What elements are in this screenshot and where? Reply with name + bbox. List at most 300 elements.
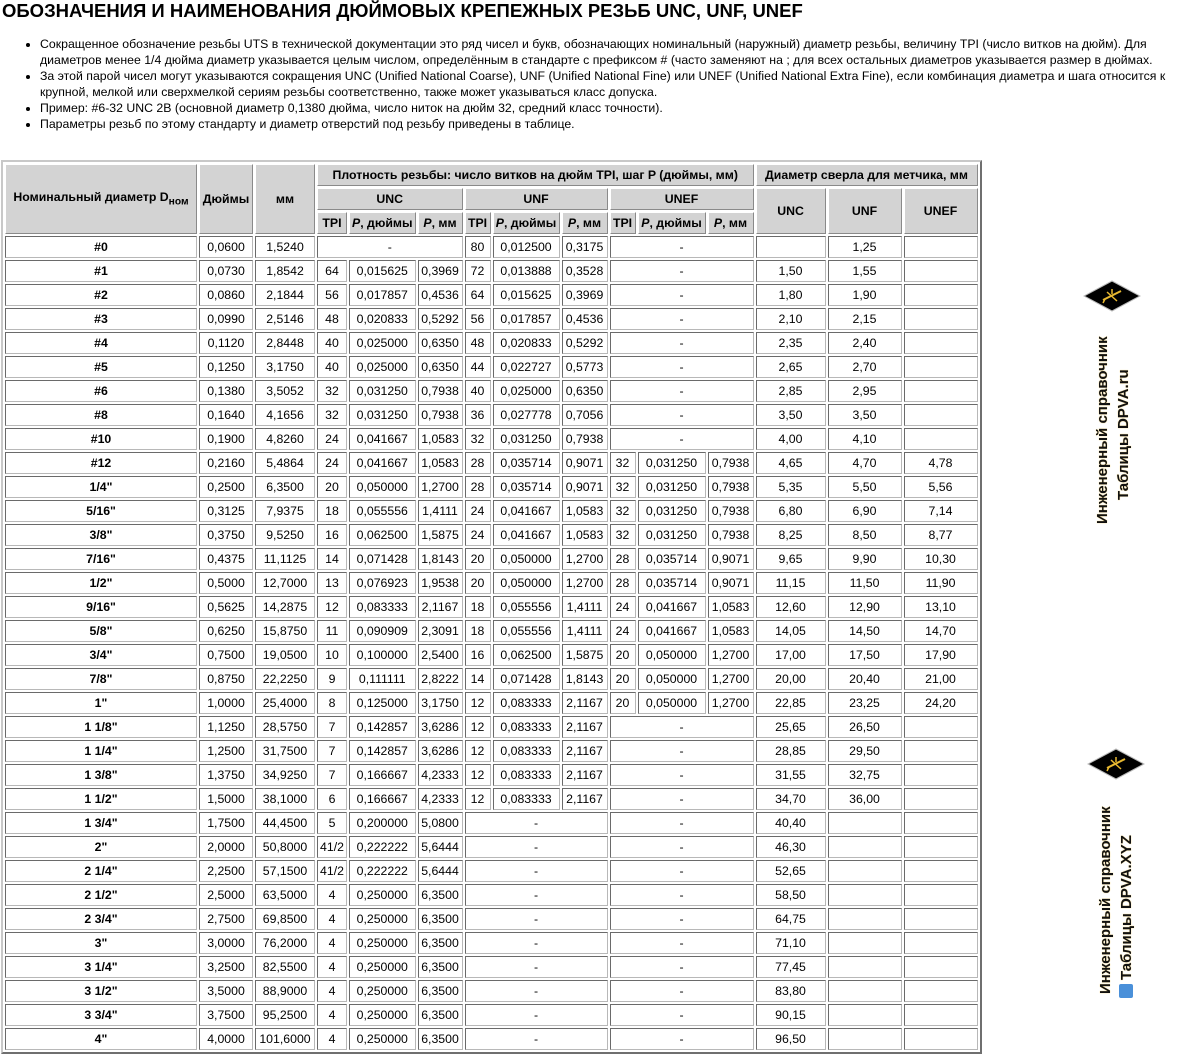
cell-mm: 2,5146 bbox=[255, 308, 315, 330]
cell-nominal: #5 bbox=[5, 356, 197, 378]
cell-unf-p-in: 0,035714 bbox=[493, 452, 560, 474]
cell-drill-unef bbox=[904, 308, 978, 330]
cell-unc-p-in: 0,250000 bbox=[349, 908, 416, 930]
cell-unc-tpi: 48 bbox=[317, 308, 347, 330]
cell-unf-none: - bbox=[465, 884, 608, 906]
cell-unc-p-in: 0,055556 bbox=[349, 500, 416, 522]
intro-item: • Пример: #6-32 UNC 2B (основной диаметр 0,1380 дюйма, число ниток на дюйм 32, средний класс точности). bbox=[40, 100, 1200, 116]
cell-drill-unc: 22,85 bbox=[756, 692, 826, 714]
intro-item: • Параметры резьб по этому стандарту и диаметр отверстий под резьбу приведены в таблице. bbox=[40, 116, 1200, 132]
cell-unf-p-mm: 0,5292 bbox=[562, 332, 608, 354]
cell-unef-tpi: 32 bbox=[610, 476, 636, 498]
cell-unc-tpi: 32 bbox=[317, 404, 347, 426]
cell-drill-unf: 14,50 bbox=[828, 620, 902, 642]
cell-unc-p-mm: 0,4536 bbox=[418, 284, 463, 306]
cell-unc-p-mm: 4,2333 bbox=[418, 788, 463, 810]
table-row bbox=[5, 308, 978, 330]
cell-unc-p-in: 0,062500 bbox=[349, 524, 416, 546]
cell-unf-tpi: 56 bbox=[465, 308, 491, 330]
cell-drill-unc: 90,15 bbox=[756, 1004, 826, 1026]
cell-unc-p-mm: 2,3091 bbox=[418, 620, 463, 642]
header-nominal: Номинальный диаметр $D_{ном}$ bbox=[5, 164, 197, 234]
cell-unef-none: - bbox=[610, 812, 754, 834]
table-row bbox=[5, 572, 978, 594]
cell-unc-p-mm: 5,6444 bbox=[418, 860, 463, 882]
cell-unef-p-mm: 0,9071 bbox=[708, 572, 754, 594]
cell-unf-tpi: 24 bbox=[465, 524, 491, 546]
cell-drill-unc: 3,50 bbox=[756, 404, 826, 426]
cell-nominal: #10 bbox=[5, 428, 197, 450]
cell-drill-unc: 2,10 bbox=[756, 308, 826, 330]
cell-unf-p-mm: 0,5773 bbox=[562, 356, 608, 378]
cell-mm: 1,8542 bbox=[255, 260, 315, 282]
cell-drill-unf: 32,75 bbox=[828, 764, 902, 786]
cell-unef-none: - bbox=[610, 1028, 754, 1050]
cell-unc-p-in: 0,250000 bbox=[349, 980, 416, 1002]
header-unc-tpi: TPI bbox=[317, 212, 347, 234]
cell-unc-tpi: 13 bbox=[317, 572, 347, 594]
cell-drill-unef bbox=[904, 764, 978, 786]
cell-unc-p-in: 0,076923 bbox=[349, 572, 416, 594]
cell-unc-tpi: 16 bbox=[317, 524, 347, 546]
header-unf-p-mm: P, мм bbox=[562, 212, 608, 234]
table-row bbox=[5, 356, 978, 378]
cell-unf-p-mm: 1,8143 bbox=[562, 668, 608, 690]
cell-drill-unf: 4,10 bbox=[828, 428, 902, 450]
cell-inches: 0,1640 bbox=[199, 404, 253, 426]
cell-unef-p-mm: 0,7938 bbox=[708, 476, 754, 498]
cell-drill-unef: 14,70 bbox=[904, 620, 978, 642]
cell-unef-none: - bbox=[610, 860, 754, 882]
cell-mm: 14,2875 bbox=[255, 596, 315, 618]
table-row bbox=[5, 860, 978, 882]
cell-unef-p-mm: 0,7938 bbox=[708, 452, 754, 474]
cell-drill-unf: 5,50 bbox=[828, 476, 902, 498]
cell-inches: 1,0000 bbox=[199, 692, 253, 714]
cell-drill-unc: 12,60 bbox=[756, 596, 826, 618]
cell-unc-p-in: 0,025000 bbox=[349, 356, 416, 378]
table-row bbox=[5, 236, 978, 258]
cell-unf-p-mm: 0,3175 bbox=[562, 236, 608, 258]
cell-unc-p-in: 0,250000 bbox=[349, 1028, 416, 1050]
cell-drill-unc: 25,65 bbox=[756, 716, 826, 738]
cell-drill-unef bbox=[904, 884, 978, 906]
cell-unef-p-mm: 1,0583 bbox=[708, 596, 754, 618]
table-row bbox=[5, 332, 978, 354]
cell-inches: 0,7500 bbox=[199, 644, 253, 666]
cell-drill-unf bbox=[828, 932, 902, 954]
cell-nominal: 9/16" bbox=[5, 596, 197, 618]
cell-mm: 31,7500 bbox=[255, 740, 315, 762]
cell-unef-none: - bbox=[610, 308, 754, 330]
cell-unf-p-in: 0,083333 bbox=[493, 764, 560, 786]
cell-unc-p-in: 0,250000 bbox=[349, 956, 416, 978]
cell-drill-unef: 11,90 bbox=[904, 572, 978, 594]
cell-unf-tpi: 36 bbox=[465, 404, 491, 426]
cell-drill-unef bbox=[904, 1004, 978, 1026]
cell-unf-p-in: 0,012500 bbox=[493, 236, 560, 258]
cell-drill-unc: 4,00 bbox=[756, 428, 826, 450]
cell-drill-unf bbox=[828, 836, 902, 858]
cell-drill-unc: 83,80 bbox=[756, 980, 826, 1002]
cell-inches: 2,2500 bbox=[199, 860, 253, 882]
header-unef: UNEF bbox=[610, 188, 754, 210]
cell-mm: 38,1000 bbox=[255, 788, 315, 810]
cell-nominal: 1 3/8" bbox=[5, 764, 197, 786]
cell-inches: 2,5000 bbox=[199, 884, 253, 906]
cell-unc-tpi: 4 bbox=[317, 956, 347, 978]
cell-nominal: 4" bbox=[5, 1028, 197, 1050]
cell-unc-tpi: 12 bbox=[317, 596, 347, 618]
cell-unf-p-mm: 2,1167 bbox=[562, 788, 608, 810]
table-row bbox=[5, 428, 978, 450]
cell-inches: 0,4375 bbox=[199, 548, 253, 570]
cell-unef-tpi: 28 bbox=[610, 572, 636, 594]
cell-unef-tpi: 24 bbox=[610, 620, 636, 642]
cell-drill-unc: 96,50 bbox=[756, 1028, 826, 1050]
cell-drill-unc: 2,85 bbox=[756, 380, 826, 402]
cell-drill-unf: 4,70 bbox=[828, 452, 902, 474]
cell-unc-p-in: 0,166667 bbox=[349, 788, 416, 810]
cell-drill-unef bbox=[904, 260, 978, 282]
cell-unf-tpi: 64 bbox=[465, 284, 491, 306]
cell-unef-tpi: 20 bbox=[610, 644, 636, 666]
cell-unf-tpi: 48 bbox=[465, 332, 491, 354]
cell-unc-p-in: 0,100000 bbox=[349, 644, 416, 666]
cell-unef-none: - bbox=[610, 884, 754, 906]
cell-drill-unf: 1,90 bbox=[828, 284, 902, 306]
cell-nominal: 1" bbox=[5, 692, 197, 714]
cell-unc-tpi: 8 bbox=[317, 692, 347, 714]
cell-unc-p-mm: 1,2700 bbox=[418, 476, 463, 498]
cell-unf-p-mm: 0,6350 bbox=[562, 380, 608, 402]
cell-unc-p-in: 0,142857 bbox=[349, 716, 416, 738]
cell-unf-tpi: 12 bbox=[465, 788, 491, 810]
table-body bbox=[5, 236, 978, 1050]
cell-unc-tpi: 7 bbox=[317, 716, 347, 738]
cell-unf-p-mm: 1,2700 bbox=[562, 572, 608, 594]
header-unc-p-in: P, дюймы bbox=[349, 212, 416, 234]
intro-item: • Сокращенное обозначение резьбы UTS в технической документации это ряд чисел и букв, обозначающих номинальный (наружный) диаметр резьбы, величину TPI (число витков на дюйм). Для диаметров менее 1/4 дюйма диаметр указывается целым числом, определённым в стандарте с префиксом # (часто заменяют на ; для всех остальных диаметров указывается размер в дюймах. bbox=[40, 36, 1200, 68]
cell-unf-p-in: 0,020833 bbox=[493, 332, 560, 354]
cell-unc-p-in: 0,250000 bbox=[349, 932, 416, 954]
cell-drill-unc: 8,25 bbox=[756, 524, 826, 546]
cell-unc-p-mm: 0,7938 bbox=[418, 380, 463, 402]
cell-drill-unf: 2,70 bbox=[828, 356, 902, 378]
cell-unc-tpi: 24 bbox=[317, 428, 347, 450]
cell-unf-tpi: 72 bbox=[465, 260, 491, 282]
cell-drill-unf: 2,15 bbox=[828, 308, 902, 330]
cell-drill-unc: 1,80 bbox=[756, 284, 826, 306]
cell-unf-p-in: 0,083333 bbox=[493, 740, 560, 762]
cell-unef-none: - bbox=[610, 260, 754, 282]
cell-unf-tpi: 18 bbox=[465, 620, 491, 642]
cell-drill-unc: 20,00 bbox=[756, 668, 826, 690]
cell-inches: 0,5625 bbox=[199, 596, 253, 618]
cell-mm: 22,2250 bbox=[255, 668, 315, 690]
cell-inches: 1,7500 bbox=[199, 812, 253, 834]
cell-inches: 0,1900 bbox=[199, 428, 253, 450]
thread-table-wrapper bbox=[1, 160, 982, 1054]
cell-unc-p-mm: 1,8143 bbox=[418, 548, 463, 570]
dpva-logo-icon bbox=[1087, 748, 1145, 785]
cell-nominal: 3 3/4" bbox=[5, 1004, 197, 1026]
cell-unef-p-in: 0,041667 bbox=[638, 596, 706, 618]
header-unc-p-mm: P, мм bbox=[418, 212, 463, 234]
cell-inches: 4,0000 bbox=[199, 1028, 253, 1050]
cell-mm: 3,1750 bbox=[255, 356, 315, 378]
cell-unc-p-mm: 1,5875 bbox=[418, 524, 463, 546]
cell-unef-p-in: 0,035714 bbox=[638, 548, 706, 570]
cell-drill-unf: 17,50 bbox=[828, 644, 902, 666]
cell-unc-tpi: 7 bbox=[317, 764, 347, 786]
cell-unf-tpi: 14 bbox=[465, 668, 491, 690]
cell-drill-unef bbox=[904, 356, 978, 378]
cell-drill-unef: 10,30 bbox=[904, 548, 978, 570]
cell-unc-p-mm: 1,0583 bbox=[418, 452, 463, 474]
cell-unf-p-in: 0,062500 bbox=[493, 644, 560, 666]
table-row bbox=[5, 284, 978, 306]
cell-drill-unf: 8,50 bbox=[828, 524, 902, 546]
cell-nominal: 1 1/8" bbox=[5, 716, 197, 738]
cell-unf-tpi: 24 bbox=[465, 500, 491, 522]
cell-drill-unc: 17,00 bbox=[756, 644, 826, 666]
cell-inches: 3,7500 bbox=[199, 1004, 253, 1026]
cell-mm: 57,1500 bbox=[255, 860, 315, 882]
cell-unf-none: - bbox=[465, 932, 608, 954]
cell-drill-unef bbox=[904, 788, 978, 810]
cell-unc-tpi: 4 bbox=[317, 908, 347, 930]
cell-unf-tpi: 20 bbox=[465, 548, 491, 570]
table-row bbox=[5, 908, 978, 930]
cell-inches: 3,5000 bbox=[199, 980, 253, 1002]
cell-unef-none: - bbox=[610, 836, 754, 858]
cell-unf-tpi: 28 bbox=[465, 452, 491, 474]
cell-unf-p-mm: 0,4536 bbox=[562, 308, 608, 330]
cell-unef-p-in: 0,031250 bbox=[638, 452, 706, 474]
cell-drill-unef: 21,00 bbox=[904, 668, 978, 690]
cell-drill-unf: 2,40 bbox=[828, 332, 902, 354]
cell-unf-p-mm: 1,2700 bbox=[562, 548, 608, 570]
cell-unef-none: - bbox=[610, 932, 754, 954]
cell-mm: 9,5250 bbox=[255, 524, 315, 546]
cell-inches: 0,2160 bbox=[199, 452, 253, 474]
cell-unf-p-mm: 1,0583 bbox=[562, 500, 608, 522]
table-row bbox=[5, 980, 978, 1002]
cell-nominal: 2 1/2" bbox=[5, 884, 197, 906]
cell-unf-p-mm: 0,7938 bbox=[562, 428, 608, 450]
cell-unf-p-mm: 0,3969 bbox=[562, 284, 608, 306]
cell-mm: 6,3500 bbox=[255, 476, 315, 498]
cell-unf-none: - bbox=[465, 956, 608, 978]
cell-unc-p-mm: 2,1167 bbox=[418, 596, 463, 618]
cell-drill-unef bbox=[904, 332, 978, 354]
cell-unef-none: - bbox=[610, 332, 754, 354]
cell-drill-unf: 29,50 bbox=[828, 740, 902, 762]
cell-unc-p-in: 0,250000 bbox=[349, 884, 416, 906]
cell-drill-unef bbox=[904, 932, 978, 954]
cell-inches: 3,2500 bbox=[199, 956, 253, 978]
cell-unef-p-mm: 1,2700 bbox=[708, 692, 754, 714]
cell-unef-p-in: 0,031250 bbox=[638, 524, 706, 546]
cell-unef-tpi: 20 bbox=[610, 692, 636, 714]
cell-unc-p-mm: 6,3500 bbox=[418, 908, 463, 930]
cell-unc-p-mm: 0,3969 bbox=[418, 260, 463, 282]
cell-nominal: #1 bbox=[5, 260, 197, 282]
header-unc: UNC bbox=[317, 188, 463, 210]
cell-nominal: 2 3/4" bbox=[5, 908, 197, 930]
cell-inches: 1,5000 bbox=[199, 788, 253, 810]
cell-mm: 44,4500 bbox=[255, 812, 315, 834]
cell-nominal: #12 bbox=[5, 452, 197, 474]
cell-unc-p-in: 0,200000 bbox=[349, 812, 416, 834]
cell-unc-p-in: 0,017857 bbox=[349, 284, 416, 306]
cell-unef-p-in: 0,050000 bbox=[638, 668, 706, 690]
cell-unc-tpi: 24 bbox=[317, 452, 347, 474]
cell-drill-unef bbox=[904, 956, 978, 978]
cell-unf-tpi: 12 bbox=[465, 692, 491, 714]
cell-unf-none: - bbox=[465, 1028, 608, 1050]
header-drill: Диаметр сверла для метчика, мм bbox=[756, 164, 978, 186]
cell-unc-p-in: 0,041667 bbox=[349, 452, 416, 474]
cell-drill-unf: 1,25 bbox=[828, 236, 902, 258]
cell-unf-p-in: 0,031250 bbox=[493, 428, 560, 450]
dpva-logo-icon bbox=[1083, 280, 1141, 317]
cell-mm: 4,8260 bbox=[255, 428, 315, 450]
cell-drill-unc: 46,30 bbox=[756, 836, 826, 858]
cell-unc-tpi: 18 bbox=[317, 500, 347, 522]
cell-drill-unf bbox=[828, 908, 902, 930]
cell-unef-p-in: 0,031250 bbox=[638, 500, 706, 522]
cell-drill-unef bbox=[904, 284, 978, 306]
cell-nominal: 3" bbox=[5, 932, 197, 954]
table-row bbox=[5, 452, 978, 474]
cell-inches: 1,1250 bbox=[199, 716, 253, 738]
cell-mm: 1,5240 bbox=[255, 236, 315, 258]
cell-unc-p-in: 0,015625 bbox=[349, 260, 416, 282]
cell-nominal: 1/2" bbox=[5, 572, 197, 594]
cell-drill-unc: 6,80 bbox=[756, 500, 826, 522]
cell-unc-p-mm: 3,1750 bbox=[418, 692, 463, 714]
cell-unef-p-mm: 1,2700 bbox=[708, 644, 754, 666]
cell-unc-tpi: 4 bbox=[317, 932, 347, 954]
cell-drill-unf: 23,25 bbox=[828, 692, 902, 714]
cell-unc-p-in: 0,090909 bbox=[349, 620, 416, 642]
table-row bbox=[5, 764, 978, 786]
cell-mm: 2,1844 bbox=[255, 284, 315, 306]
cell-nominal: 1 3/4" bbox=[5, 812, 197, 834]
table-row bbox=[5, 956, 978, 978]
cell-unf-p-mm: 2,1167 bbox=[562, 764, 608, 786]
cell-inches: 0,1120 bbox=[199, 332, 253, 354]
cell-unc-tpi: 40 bbox=[317, 356, 347, 378]
cell-unf-tpi: 44 bbox=[465, 356, 491, 378]
cell-unef-p-in: 0,041667 bbox=[638, 620, 706, 642]
cell-unef-none: - bbox=[610, 236, 754, 258]
watermark-line2 bbox=[1117, 835, 1136, 998]
cell-unef-none: - bbox=[610, 428, 754, 450]
cell-unf-p-in: 0,027778 bbox=[493, 404, 560, 426]
table-row bbox=[5, 524, 978, 546]
cell-unc-tpi: 11 bbox=[317, 620, 347, 642]
cell-unc-tpi: 6 bbox=[317, 788, 347, 810]
cell-inches: 1,2500 bbox=[199, 740, 253, 762]
table-row bbox=[5, 884, 978, 906]
header-unf-tpi: TPI bbox=[465, 212, 491, 234]
cell-unef-none: - bbox=[610, 380, 754, 402]
cell-unf-p-mm: 2,1167 bbox=[562, 692, 608, 714]
cell-drill-unef bbox=[904, 860, 978, 882]
cell-drill-unf: 12,90 bbox=[828, 596, 902, 618]
cell-unc-tpi: 64 bbox=[317, 260, 347, 282]
cell-unef-tpi: 32 bbox=[610, 524, 636, 546]
cell-unf-p-mm: 1,0583 bbox=[562, 524, 608, 546]
cell-drill-unc: 9,65 bbox=[756, 548, 826, 570]
cell-drill-unef: 24,20 bbox=[904, 692, 978, 714]
cell-unc-tpi: 14 bbox=[317, 548, 347, 570]
cell-unef-p-in: 0,031250 bbox=[638, 476, 706, 498]
table-row bbox=[5, 788, 978, 810]
cell-drill-unf: 6,90 bbox=[828, 500, 902, 522]
cell-mm: 76,2000 bbox=[255, 932, 315, 954]
cell-mm: 95,2500 bbox=[255, 1004, 315, 1026]
cell-unc-p-mm: 0,6350 bbox=[418, 356, 463, 378]
cell-unc-p-mm: 5,6444 bbox=[418, 836, 463, 858]
watermark-line2: Таблицы DPVA.ru bbox=[1115, 369, 1132, 500]
cell-unc-p-in: 0,222222 bbox=[349, 836, 416, 858]
cell-nominal: #6 bbox=[5, 380, 197, 402]
cell-nominal: 1 1/4" bbox=[5, 740, 197, 762]
cell-drill-unc: 31,55 bbox=[756, 764, 826, 786]
cell-nominal: #2 bbox=[5, 284, 197, 306]
cell-unf-tpi: 16 bbox=[465, 644, 491, 666]
cell-unc-p-in: 0,031250 bbox=[349, 404, 416, 426]
cell-drill-unf bbox=[828, 956, 902, 978]
cell-inches: 2,0000 bbox=[199, 836, 253, 858]
cell-unef-p-mm: 1,0583 bbox=[708, 620, 754, 642]
cell-unef-none: - bbox=[610, 788, 754, 810]
cell-unc-tpi: 4 bbox=[317, 1028, 347, 1050]
cell-unc-tpi: 56 bbox=[317, 284, 347, 306]
cell-drill-unf bbox=[828, 1004, 902, 1026]
cell-inches: 0,8750 bbox=[199, 668, 253, 690]
table-row bbox=[5, 548, 978, 570]
cell-unef-none: - bbox=[610, 1004, 754, 1026]
cell-unf-tpi: 28 bbox=[465, 476, 491, 498]
cell-drill-unef: 17,90 bbox=[904, 644, 978, 666]
cell-unf-p-in: 0,083333 bbox=[493, 788, 560, 810]
table-row bbox=[5, 812, 978, 834]
cell-mm: 3,5052 bbox=[255, 380, 315, 402]
cell-drill-unef bbox=[904, 404, 978, 426]
cell-nominal: 7/8" bbox=[5, 668, 197, 690]
cell-unc-p-mm: 6,3500 bbox=[418, 932, 463, 954]
cell-unf-p-mm: 2,1167 bbox=[562, 740, 608, 762]
cell-inches: 0,3750 bbox=[199, 524, 253, 546]
cell-unef-none: - bbox=[610, 908, 754, 930]
cell-unc-tpi: 32 bbox=[317, 380, 347, 402]
cell-nominal: 5/8" bbox=[5, 620, 197, 642]
cell-unef-p-mm: 0,7938 bbox=[708, 500, 754, 522]
cell-drill-unc bbox=[756, 236, 826, 258]
cell-mm: 2,8448 bbox=[255, 332, 315, 354]
cell-drill-unc: 77,45 bbox=[756, 956, 826, 978]
table-row bbox=[5, 380, 978, 402]
cell-unf-p-in: 0,013888 bbox=[493, 260, 560, 282]
table-row bbox=[5, 668, 978, 690]
table-row bbox=[5, 500, 978, 522]
cell-drill-unc: 5,35 bbox=[756, 476, 826, 498]
